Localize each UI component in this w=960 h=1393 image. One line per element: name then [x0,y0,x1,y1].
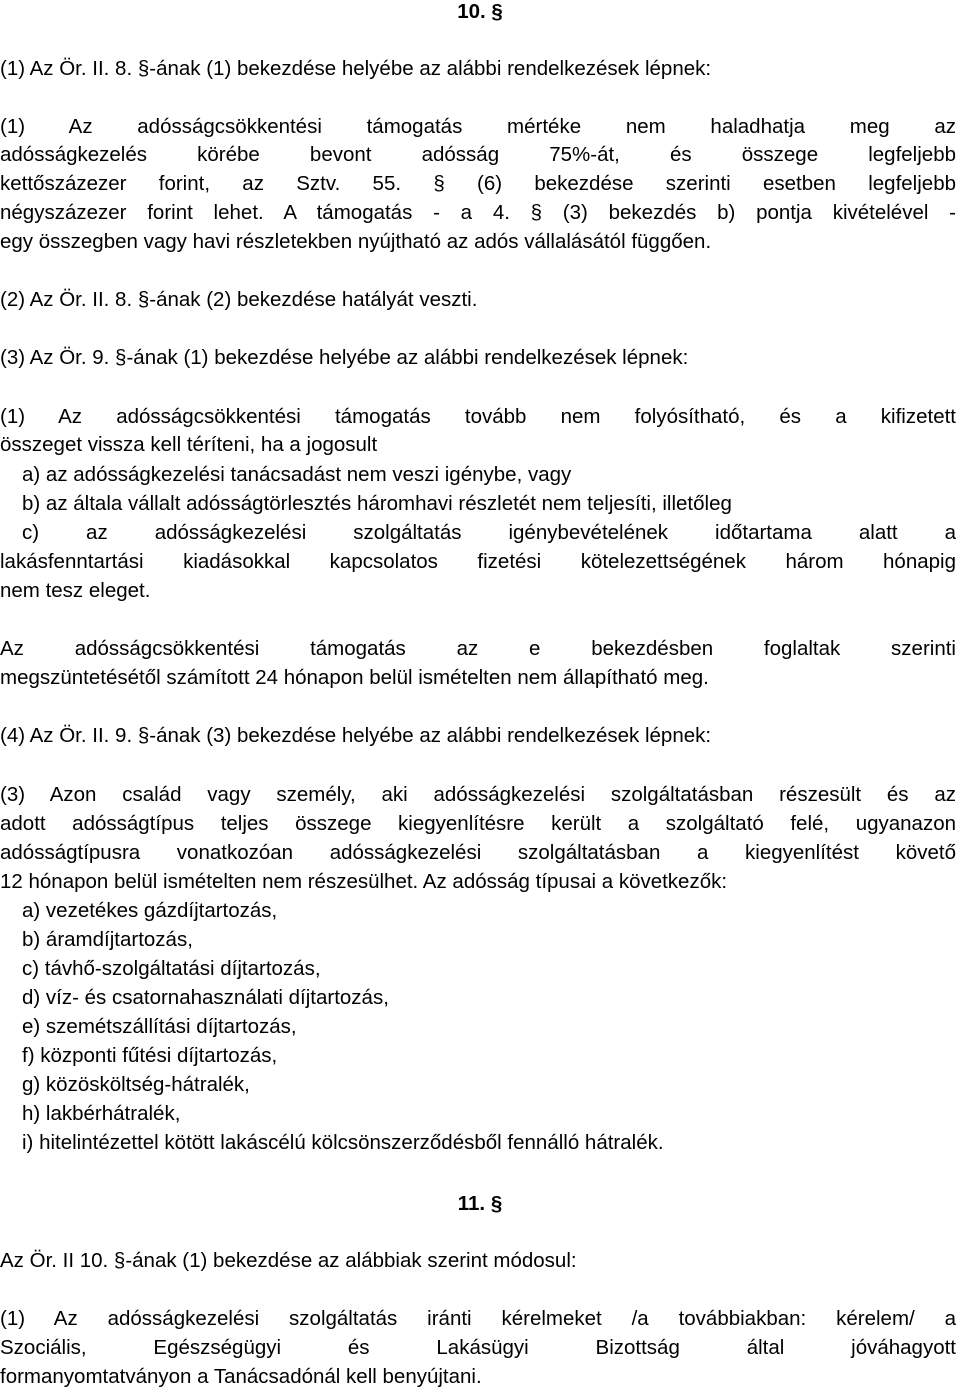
text-line: adósságtípusra vonatkozóan adósságkezelési szolgáltatásban a kiegyenlítést követő [0,841,956,864]
text-line: adott adósságtípus teljes összege kiegyenlítésre került a szolgáltató felé, ugyanazon [0,812,956,835]
text-line: (1) Az adósságkezelési szolgáltatás iránti kérelmeket /a továbbiakban: kérelem/ a [0,1307,956,1330]
text-line: megszüntetésétől számított 24 hónapon belül ismételten nem állapítható meg. [0,666,709,689]
list-item: a) az adósságkezelési tanácsadást nem veszi igénybe, vagy [22,463,572,486]
list-item: i) hitelintézettel kötött lakáscélú kölcsönszerződésből fennálló hátralék. [22,1131,664,1154]
text-line: egy összegben vagy havi részletekben nyújtható az adós vállalásától függően. [0,230,712,253]
list-item: b) áramdíjtartozás, [22,928,193,951]
text-line: Szociális, Egészségügyi és Lakásügyi Bizottság által jóváhagyott [0,1336,956,1359]
list-item: h) lakbérhátralék, [22,1102,181,1125]
list-item: b) az általa vállalt adósságtörlesztés háromhavi részletét nem teljesíti, illetőleg [22,492,732,515]
list-item: e) szemétszállítási díjtartozás, [22,1015,297,1038]
list-item: g) közösköltség-hátralék, [22,1073,250,1096]
text-line: (1) Az adósságcsökkentési támogatás tovább nem folyósítható, és a kifizetett [0,405,956,428]
text-line: nem tesz eleget. [0,579,151,602]
section-heading-10: 10. § [457,0,503,23]
section-heading-11: 11. § [457,1192,503,1215]
text-line: négyszázezer forint lehet. A támogatás - a 4. § (3) bekezdés b) pontja kivételével - [0,201,956,224]
text-line: lakásfenntartási kiadásokkal kapcsolatos fizetési kötelezettségének három hónapig [0,550,956,573]
text-line: Az Ör. II 10. §-ának (1) bekezdése az alábbiak szerint módosul: [0,1249,577,1272]
text-line: összeget vissza kell téríteni, ha a jogosult [0,433,378,456]
text-line: Az adósságcsökkentési támogatás az e bekezdésben foglaltak szerinti [0,637,956,660]
text-line: (2) Az Ör. II. 8. §-ának (2) bekezdése hatályát veszti. [0,288,478,311]
list-item: c) távhő-szolgáltatási díjtartozás, [22,957,321,980]
text-line: kettőszázezer forint, az Sztv. 55. § (6) bekezdése szerinti esetben legfeljebb [0,172,956,195]
list-item: f) központi fűtési díjtartozás, [22,1044,278,1067]
text-line: (1) Az adósságcsökkentési támogatás mértéke nem haladhatja meg az [0,115,956,138]
text-line: (4) Az Ör. II. 9. §-ának (3) bekezdése helyébe az alábbi rendelkezések lépnek: [0,724,712,747]
list-item: d) víz- és csatornahasználati díjtartozás, [22,986,389,1009]
text-line: formanyomtatványon a Tanácsadónál kell benyújtani. [0,1365,482,1388]
list-item: c) az adósságkezelési szolgáltatás igénybevételének időtartama alatt a [22,521,956,544]
text-line: (3) Azon család vagy személy, aki adósságkezelési szolgáltatásban részesült és az [0,783,956,806]
text-line: (1) Az Ör. II. 8. §-ának (1) bekezdése helyébe az alábbi rendelkezések lépnek: [0,57,712,80]
text-line: 12 hónapon belül ismételten nem részesülhet. Az adósság típusai a következők: [0,870,728,893]
list-item: a) vezetékes gázdíjtartozás, [22,899,278,922]
text-line: (3) Az Ör. 9. §-ának (1) bekezdése helyébe az alábbi rendelkezések lépnek: [0,346,689,369]
text-line: adósságkezelés körébe bevont adósság 75%-át, és összege legfeljebb [0,143,956,166]
